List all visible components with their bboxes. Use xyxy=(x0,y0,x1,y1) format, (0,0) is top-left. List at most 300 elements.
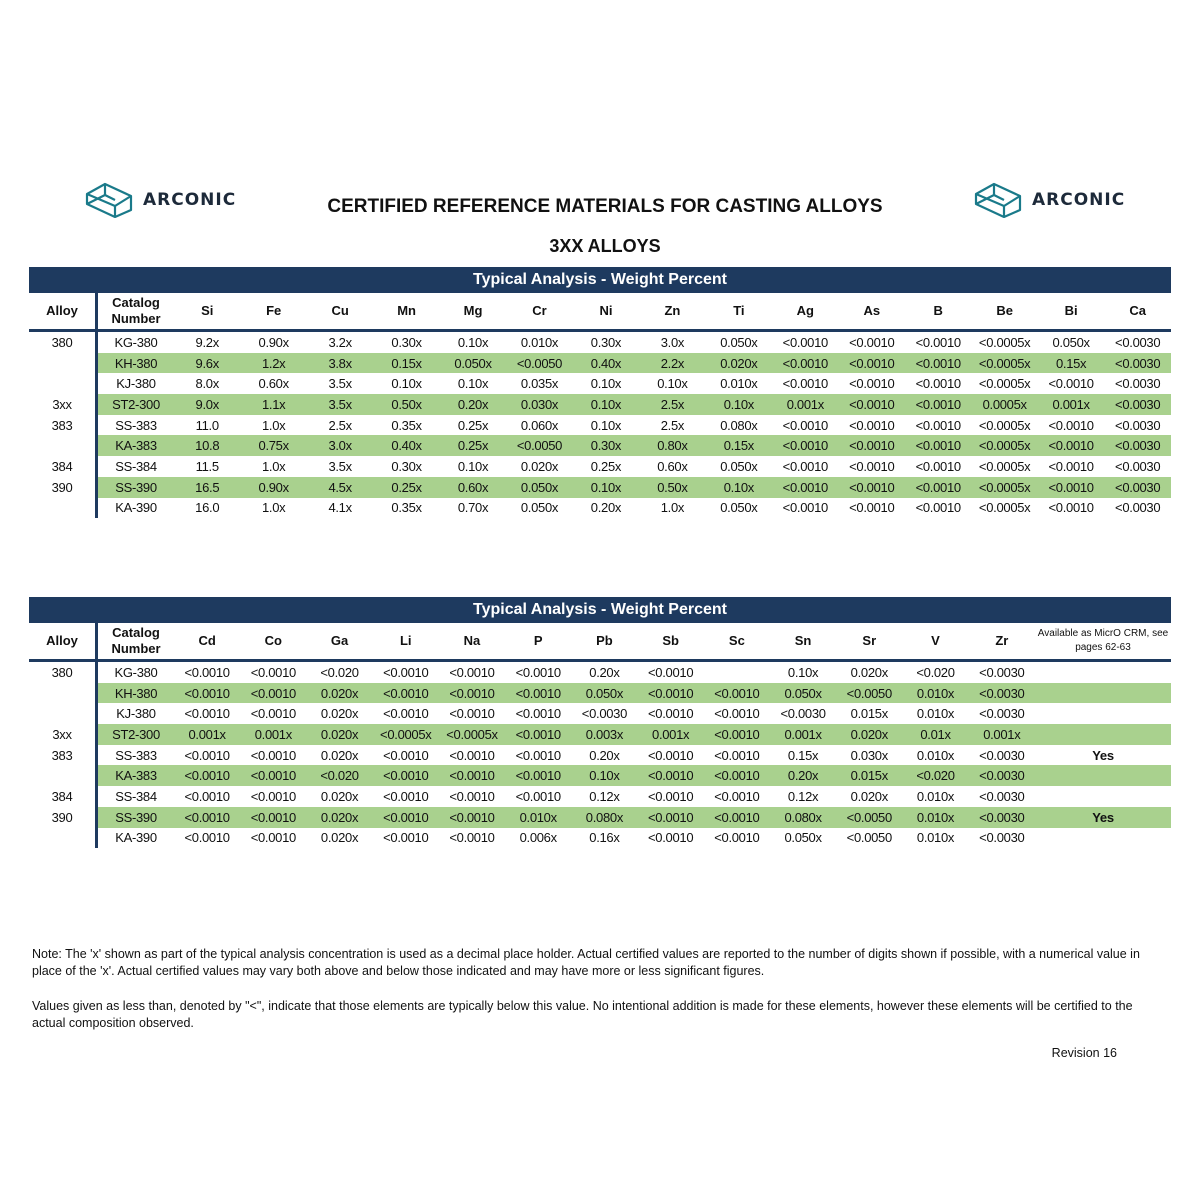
table-row xyxy=(29,724,1171,745)
value-cell: 11.0 xyxy=(195,417,219,433)
value-cell: 0.10x xyxy=(457,376,489,392)
column-header: Li xyxy=(399,633,412,648)
value-cell: 0.10x xyxy=(657,376,688,392)
table-row xyxy=(29,786,1171,807)
value-cell: <0.0050 xyxy=(506,353,572,374)
value-cell: <0.0010 xyxy=(648,830,694,846)
value-cell: <0.0010 xyxy=(648,664,694,680)
value-cell: <0.0010 xyxy=(648,788,694,804)
note-less-than: Values given as less than, denoted by "<", indicate that those elements are typically below this value. No intentional addition is made for these elements, however these elements will be certified to the actual composition observed. xyxy=(32,999,1133,1030)
catalog-number-cell: KG-380 xyxy=(97,331,175,353)
value-cell: <0.0030 xyxy=(969,765,1035,786)
value-cell: 0.20x xyxy=(590,500,622,516)
alloy-cell xyxy=(29,498,97,519)
value-cell: 0.20x xyxy=(589,664,620,680)
column-header: Ni xyxy=(599,303,613,318)
value-cell: 0.080x xyxy=(770,807,836,828)
value-cell: <0.0010 xyxy=(174,765,240,786)
value-cell: 0.30x xyxy=(391,334,422,350)
value-cell: 16.5 xyxy=(174,477,240,498)
table-row xyxy=(29,373,1171,394)
table-row xyxy=(29,394,1171,415)
value-cell: <0.0010 xyxy=(383,706,429,722)
value-cell: <0.0010 xyxy=(839,477,905,498)
value-cell: 0.70x xyxy=(457,500,489,516)
value-cell: <0.0010 xyxy=(373,683,439,704)
column-header: Na xyxy=(463,633,481,648)
value-cell: <0.0010 xyxy=(638,765,704,786)
value-cell: <0.0010 xyxy=(449,830,495,846)
value-cell: <0.0010 xyxy=(373,765,439,786)
value-cell: 0.006x xyxy=(519,830,557,846)
microcrm-availability-cell xyxy=(1035,724,1171,745)
microcrm-availability-cell xyxy=(1035,703,1171,724)
table-row xyxy=(29,353,1171,374)
value-cell: 9.0x xyxy=(174,394,240,415)
value-cell: 0.020x xyxy=(320,830,359,846)
column-header: V xyxy=(931,633,940,648)
column-header: Cd xyxy=(198,633,216,648)
value-cell: 0.020x xyxy=(320,788,359,804)
table-row xyxy=(29,765,1171,786)
page-subtitle: 3XX ALLOYS xyxy=(549,236,661,256)
value-cell: 0.020x xyxy=(306,724,372,745)
value-cell: <0.0005x xyxy=(978,500,1031,516)
value-cell: 0.001x xyxy=(770,724,836,745)
value-cell: <0.0005x xyxy=(439,724,505,745)
value-cell: <0.0005x xyxy=(971,477,1037,498)
value-cell: 0.010x xyxy=(916,706,955,722)
alloy-cell xyxy=(29,683,97,704)
value-cell: <0.0010 xyxy=(383,747,429,763)
value-cell: <0.0010 xyxy=(174,807,240,828)
value-cell: <0.0010 xyxy=(515,788,561,804)
value-cell: 3.0x xyxy=(307,435,373,456)
value-cell: 0.0005x xyxy=(971,394,1037,415)
value-cell: 0.75x xyxy=(240,435,306,456)
value-cell: <0.0030 xyxy=(979,747,1025,763)
value-cell: 0.010x xyxy=(916,788,955,804)
value-cell: 3.2x xyxy=(328,334,352,350)
value-cell: <0.0010 xyxy=(772,435,838,456)
alloy-cell: 383 xyxy=(51,747,73,763)
value-cell: 0.90x xyxy=(258,334,289,350)
alloy-cell xyxy=(29,703,97,724)
value-cell: <0.0010 xyxy=(505,683,571,704)
alloy-cell: 390 xyxy=(51,479,73,495)
value-cell: <0.0005x xyxy=(373,724,439,745)
column-header: Catalog Number xyxy=(97,623,175,661)
value-cell: <0.0005x xyxy=(978,458,1031,474)
catalog-number-cell: KA-383 xyxy=(97,765,175,786)
value-cell: 3.5x xyxy=(328,458,352,474)
catalog-number-cell: ST2-300 xyxy=(97,394,175,415)
table-row xyxy=(29,477,1171,498)
column-header: As xyxy=(863,303,881,318)
value-cell: <0.0010 xyxy=(839,353,905,374)
value-cell: 0.001x xyxy=(969,724,1035,745)
value-cell: 0.01x xyxy=(902,724,968,745)
value-cell: <0.0005x xyxy=(978,334,1031,350)
value-cell: <0.0010 xyxy=(905,477,971,498)
catalog-number-cell: SS-384 xyxy=(97,786,175,807)
value-cell: 0.001x xyxy=(240,724,306,745)
value-cell: <0.0010 xyxy=(849,376,895,392)
table-row xyxy=(29,661,1171,683)
value-cell: 0.30x xyxy=(391,458,422,474)
value-cell: <0.020 xyxy=(916,664,955,680)
value-cell: <0.0030 xyxy=(1104,477,1171,498)
value-cell: 0.60x xyxy=(258,376,289,392)
catalog-number-cell: KJ-380 xyxy=(97,373,175,394)
logo-text: ARCONIC xyxy=(1032,190,1126,210)
value-cell: 0.35x xyxy=(391,500,422,516)
value-cell: <0.0030 xyxy=(1115,458,1161,474)
value-cell: <0.0050 xyxy=(846,830,892,846)
value-cell: 0.050x xyxy=(1052,334,1090,350)
catalog-number-cell: ST2-300 xyxy=(97,724,175,745)
value-cell: 0.30x xyxy=(573,435,639,456)
value-cell: 0.010x xyxy=(902,807,968,828)
value-cell: 0.10x xyxy=(391,376,422,392)
value-cell: 0.25x xyxy=(457,417,489,433)
value-cell: <0.0010 xyxy=(1048,500,1094,516)
value-cell xyxy=(704,661,770,683)
value-cell: 0.90x xyxy=(240,477,306,498)
composition-table xyxy=(29,293,1171,518)
value-cell: 0.030x xyxy=(506,394,572,415)
value-cell: <0.0010 xyxy=(250,788,296,804)
note-decimal-placeholder: Note: The 'x' shown as part of the typical analysis concentration is used as a decimal place holder. Actual certified values are reported to the number of digits shown if possible, with a numerical value in place of the 'x'. Actual certified values may vary both above and below those indicated and may have more or less significant figures. xyxy=(32,947,1140,978)
microcrm-availability-cell xyxy=(1035,765,1171,786)
value-cell: <0.0010 xyxy=(439,807,505,828)
value-cell: <0.0010 xyxy=(905,435,971,456)
table-row xyxy=(29,456,1171,477)
alloy-cell xyxy=(29,828,97,849)
value-cell: 0.30x xyxy=(590,334,622,350)
value-cell: <0.0010 xyxy=(174,683,240,704)
value-cell: <0.0010 xyxy=(648,747,694,763)
value-cell: <0.0010 xyxy=(849,334,895,350)
value-cell: 0.15x xyxy=(787,747,819,763)
value-cell: <0.0030 xyxy=(979,830,1025,846)
value-cell: <0.0010 xyxy=(449,788,495,804)
column-header: Fe xyxy=(266,303,282,318)
value-cell: 1.0x xyxy=(261,500,286,516)
value-cell: <0.0010 xyxy=(449,706,495,722)
value-cell: 0.001x xyxy=(638,724,704,745)
value-cell: 0.020x xyxy=(520,458,559,474)
value-cell: 0.15x xyxy=(1038,353,1104,374)
value-cell: 0.010x xyxy=(916,830,955,846)
value-cell: 0.050x xyxy=(571,683,637,704)
catalog-number-cell: KH-380 xyxy=(97,683,175,704)
value-cell: <0.0010 xyxy=(240,765,306,786)
value-cell: 0.010x xyxy=(902,683,968,704)
column-header: Zn xyxy=(664,303,681,318)
value-cell: <0.0010 xyxy=(515,664,561,680)
value-cell: <0.0010 xyxy=(915,417,961,433)
value-cell: 0.001x xyxy=(1038,394,1104,415)
value-cell: <0.0010 xyxy=(250,664,296,680)
value-cell: <0.0010 xyxy=(782,417,828,433)
value-cell: <0.0010 xyxy=(782,334,828,350)
value-cell: <0.0050 xyxy=(506,435,572,456)
value-cell: 0.050x xyxy=(520,500,559,516)
value-cell: 0.020x xyxy=(850,664,888,680)
value-cell: 0.080x xyxy=(720,417,758,433)
table-row xyxy=(29,703,1171,724)
microcrm-availability-cell xyxy=(1035,683,1171,704)
value-cell: <0.0030 xyxy=(969,683,1035,704)
column-header: Pb xyxy=(596,633,613,648)
value-cell: <0.0010 xyxy=(505,724,571,745)
page-title: CERTIFIED REFERENCE MATERIALS FOR CASTING ALLOYS xyxy=(327,196,883,217)
value-cell: <0.0010 xyxy=(638,807,704,828)
value-cell: 0.010x xyxy=(720,376,758,392)
value-cell: <0.0010 xyxy=(439,765,505,786)
value-cell: 0.10x xyxy=(706,477,772,498)
value-cell: 0.003x xyxy=(571,724,637,745)
value-cell: 0.20x xyxy=(770,765,836,786)
value-cell: 0.10x xyxy=(573,477,639,498)
value-cell: <0.0010 xyxy=(1038,435,1104,456)
table-row xyxy=(29,683,1171,704)
value-cell: <0.0030 xyxy=(581,706,628,722)
analysis-table-1 xyxy=(29,267,1171,518)
value-cell: <0.0010 xyxy=(849,458,895,474)
value-cell: 1.0x xyxy=(261,458,286,474)
catalog-number-cell: KJ-380 xyxy=(97,703,175,724)
value-cell: 0.050x xyxy=(720,500,758,516)
value-cell: <0.0005x xyxy=(978,376,1031,392)
value-cell: <0.0010 xyxy=(184,706,230,722)
value-cell: <0.0010 xyxy=(915,500,961,516)
column-header: Cu xyxy=(331,303,349,318)
value-cell: <0.0010 xyxy=(373,807,439,828)
value-cell: <0.0010 xyxy=(240,807,306,828)
value-cell: <0.0010 xyxy=(505,765,571,786)
alloy-cell: 3xx xyxy=(52,396,72,412)
value-cell: 0.25x xyxy=(590,458,622,474)
value-cell: 0.50x xyxy=(639,477,705,498)
value-cell: <0.0030 xyxy=(1115,417,1161,433)
value-cell: 0.10x xyxy=(457,334,489,350)
column-header: Available as MicrO CRM, see pages 62-63 xyxy=(1037,628,1169,653)
value-cell: 0.060x xyxy=(520,417,559,433)
value-cell: 0.020x xyxy=(320,747,359,763)
logo-text: ARCONIC xyxy=(143,190,237,210)
value-cell: 0.015x xyxy=(836,765,902,786)
value-cell: 9.2x xyxy=(195,334,219,350)
column-header: Alloy xyxy=(46,633,78,648)
alloy-cell: 390 xyxy=(51,809,73,825)
value-cell: 0.10x xyxy=(787,664,819,680)
value-cell: 1.0x xyxy=(261,417,286,433)
value-cell: 0.020x xyxy=(836,724,902,745)
column-header: P xyxy=(533,633,543,648)
alloy-cell xyxy=(29,435,97,456)
value-cell: <0.0010 xyxy=(250,830,296,846)
value-cell: <0.0010 xyxy=(250,747,296,763)
value-cell: <0.0005x xyxy=(971,353,1037,374)
value-cell: <0.0010 xyxy=(449,747,495,763)
value-cell: <0.0010 xyxy=(184,664,230,680)
value-cell: <0.0010 xyxy=(250,706,296,722)
value-cell: <0.0010 xyxy=(240,683,306,704)
column-header: Si xyxy=(201,303,214,318)
catalog-number-cell: SS-383 xyxy=(97,745,175,766)
alloy-cell xyxy=(29,353,97,374)
value-cell: 0.10x xyxy=(706,394,772,415)
value-cell: <0.0030 xyxy=(1115,334,1161,350)
value-cell: 0.050x xyxy=(784,830,822,846)
value-cell: <0.0010 xyxy=(1048,458,1094,474)
alloy-cell: 384 xyxy=(51,788,73,804)
catalog-number-cell: SS-390 xyxy=(97,477,175,498)
value-cell: 0.25x xyxy=(373,477,439,498)
value-cell: 0.10x xyxy=(590,376,622,392)
table-banner: Typical Analysis - Weight Percent xyxy=(29,597,1171,623)
value-cell: <0.0005x xyxy=(971,435,1037,456)
alloy-cell: 380 xyxy=(51,664,73,680)
value-cell: <0.0050 xyxy=(836,807,902,828)
value-cell: <0.0010 xyxy=(184,788,230,804)
value-cell: <0.0010 xyxy=(839,394,905,415)
column-header: Catalog Number xyxy=(97,293,175,331)
value-cell: <0.0030 xyxy=(979,788,1025,804)
value-cell: 0.020x xyxy=(706,353,772,374)
value-cell: 2.5x xyxy=(639,394,705,415)
value-cell: 0.020x xyxy=(306,683,372,704)
value-cell: <0.0010 xyxy=(839,435,905,456)
value-cell: 0.25x xyxy=(440,435,506,456)
value-cell: 0.20x xyxy=(440,394,506,415)
value-cell: 0.050x xyxy=(720,458,758,474)
table-header-row xyxy=(29,293,1171,331)
table-header-row xyxy=(29,623,1171,661)
value-cell: 0.010x xyxy=(916,747,955,763)
value-cell: 2.5x xyxy=(328,417,352,433)
column-header: Mn xyxy=(397,303,416,318)
value-cell: 0.40x xyxy=(373,435,439,456)
value-cell: <0.0010 xyxy=(849,500,895,516)
catalog-number-cell: KG-380 xyxy=(97,661,175,683)
value-cell: 0.020x xyxy=(320,706,359,722)
analysis-table-2 xyxy=(29,597,1171,848)
value-cell: <0.0010 xyxy=(905,353,971,374)
value-cell: <0.0030 xyxy=(1115,376,1161,392)
alloy-cell: 384 xyxy=(51,458,73,474)
column-header: Ca xyxy=(1129,303,1146,318)
value-cell: <0.0010 xyxy=(184,830,230,846)
value-cell: <0.0010 xyxy=(383,664,429,680)
column-header: Sc xyxy=(728,633,745,648)
value-cell: <0.0010 xyxy=(704,724,770,745)
value-cell: 0.12x xyxy=(787,788,819,804)
value-cell: <0.0010 xyxy=(772,477,838,498)
value-cell: <0.0010 xyxy=(782,500,828,516)
value-cell: 0.20x xyxy=(589,747,620,763)
catalog-number-cell: KA-383 xyxy=(97,435,175,456)
catalog-number-cell: SS-383 xyxy=(97,415,175,436)
value-cell: 0.020x xyxy=(850,788,888,804)
alloy-cell: 380 xyxy=(51,334,73,350)
value-cell: 0.050x xyxy=(770,683,836,704)
value-cell: <0.0030 xyxy=(1115,500,1161,516)
catalog-number-cell: SS-390 xyxy=(97,807,175,828)
table-row xyxy=(29,331,1171,353)
value-cell: 4.1x xyxy=(328,500,352,516)
value-cell: 0.050x xyxy=(440,353,506,374)
value-cell: 2.5x xyxy=(660,417,685,433)
value-cell: <0.0010 xyxy=(638,683,704,704)
value-cell: <0.0030 xyxy=(969,807,1035,828)
value-cell: <0.0010 xyxy=(1038,477,1104,498)
value-cell: 1.2x xyxy=(240,353,306,374)
alloy-cell: 3xx xyxy=(52,726,72,742)
value-cell: 0.12x xyxy=(589,788,620,804)
column-header: Ti xyxy=(733,303,745,318)
value-cell: 0.001x xyxy=(174,724,240,745)
value-cell: 0.10x xyxy=(457,458,489,474)
value-cell: 10.8 xyxy=(174,435,240,456)
value-cell: <0.0010 xyxy=(1048,417,1094,433)
column-header: Ga xyxy=(330,633,349,648)
value-cell: <0.0030 xyxy=(1104,394,1171,415)
value-cell: <0.0030 xyxy=(979,664,1025,680)
value-cell: 11.5 xyxy=(195,458,219,474)
value-cell: 0.60x xyxy=(657,458,688,474)
value-cell: 0.010x xyxy=(505,807,571,828)
column-header: Zr xyxy=(995,633,1009,648)
column-header: Sb xyxy=(662,633,679,648)
table-banner: Typical Analysis - Weight Percent xyxy=(29,267,1171,293)
value-cell: <0.0010 xyxy=(704,765,770,786)
value-cell: 16.0 xyxy=(195,500,220,516)
column-header: Ag xyxy=(796,303,814,318)
alloy-cell xyxy=(29,765,97,786)
catalog-number-cell: KH-380 xyxy=(97,353,175,374)
column-header: Co xyxy=(264,633,282,648)
value-cell: <0.0010 xyxy=(515,747,561,763)
value-cell: <0.0010 xyxy=(915,334,961,350)
value-cell: 0.001x xyxy=(772,394,838,415)
value-cell: 4.5x xyxy=(307,477,373,498)
value-cell: 0.40x xyxy=(573,353,639,374)
table-row xyxy=(29,828,1171,849)
table-row xyxy=(29,435,1171,456)
value-cell: 0.50x xyxy=(373,394,439,415)
microcrm-availability-cell xyxy=(1035,828,1171,849)
revision-label: Revision 16 xyxy=(1051,1046,1117,1060)
value-cell: 0.10x xyxy=(590,417,622,433)
value-cell: 1.0x xyxy=(660,500,685,516)
column-header: Sr xyxy=(862,633,877,648)
value-cell: <0.0010 xyxy=(915,376,961,392)
value-cell: <0.0010 xyxy=(1048,376,1094,392)
value-cell: 0.35x xyxy=(391,417,422,433)
catalog-number-cell: SS-384 xyxy=(97,456,175,477)
value-cell: <0.0010 xyxy=(714,706,760,722)
value-cell: 2.2x xyxy=(639,353,705,374)
value-cell: 3.5x xyxy=(328,376,352,392)
value-cell: <0.0030 xyxy=(1104,435,1171,456)
column-header: Alloy xyxy=(46,303,78,318)
catalog-number-cell: KA-390 xyxy=(97,828,175,849)
column-header: Sn xyxy=(794,633,812,648)
microcrm-availability-cell xyxy=(1035,661,1171,683)
